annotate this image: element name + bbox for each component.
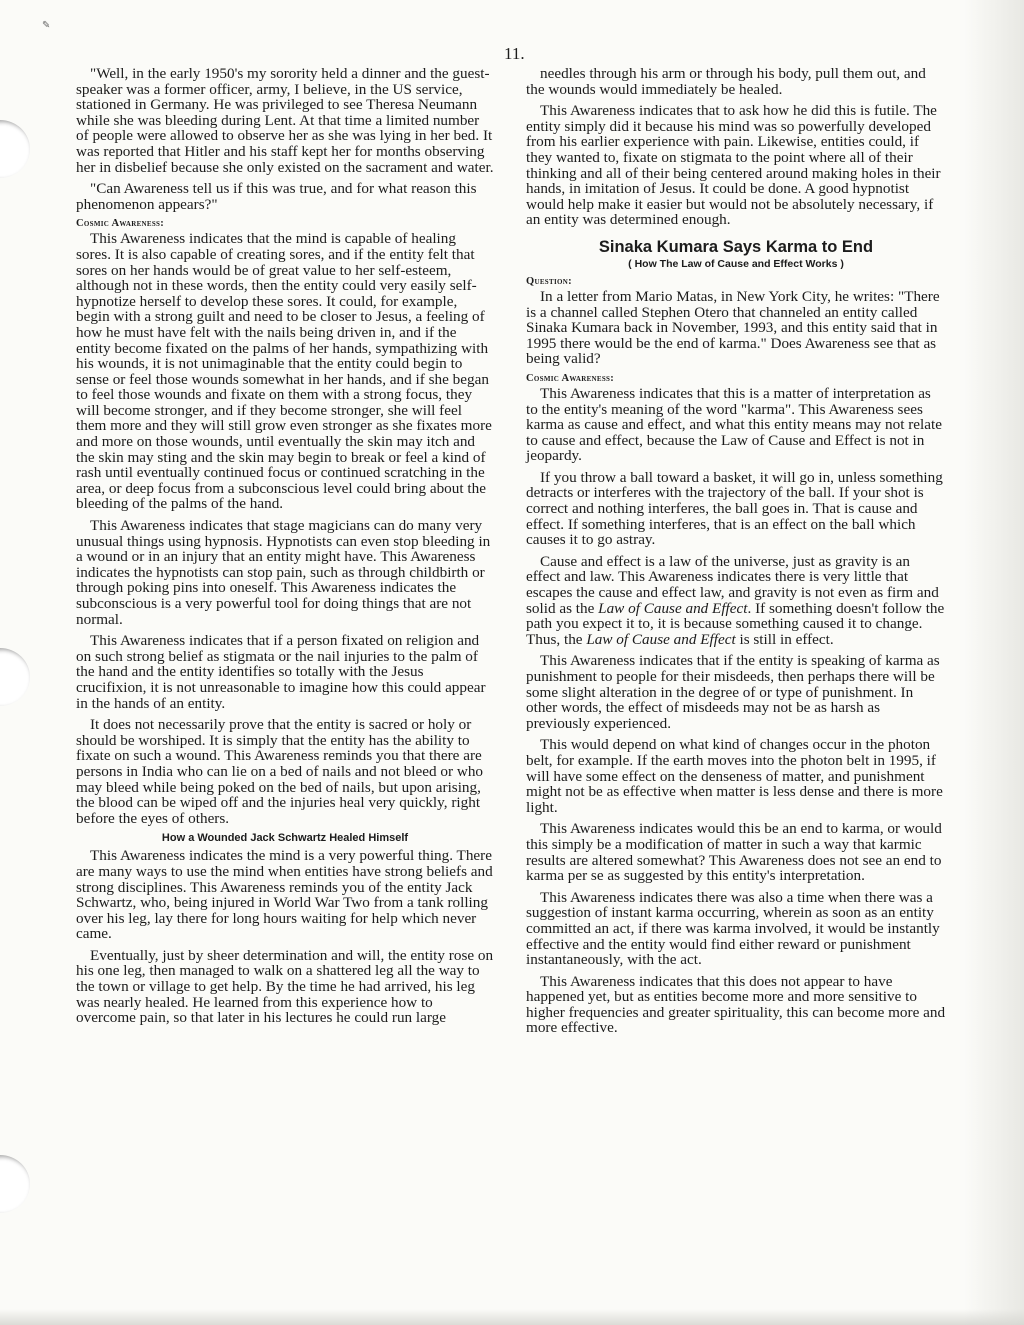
text-segment: Cause and effect is a law of the universe, just as gravity is an effect and law. This Awareness indicates there is very little that escapes the cause and effect law, and gravity is not even as firm and solid as the [526,552,939,617]
page-edge-shadow [964,0,1024,1325]
paragraph: In a letter from Mario Matas, in New York City, he writes: "There is a channel called Stephen Otero that channeled an entity called Sinaka Kumara back in November, 1993, and this entity said that in 1995 there would be the end of karma." Does Awareness see that as being valid? [526,287,940,368]
article-title: Sinaka Kumara Says Karma to End [598,237,874,256]
question-label: Question: [526,275,572,287]
italic-term: Law of Cause and Effect [598,599,748,617]
paragraph: It does not necessarily prove that the entity is sacred or holy or should be worshiped. It is simply that the entity has the ability to fixate on such a wound. This Awareness reminds you that there are persons in India who can lie on a bed of nails and not bleed or who may bleed while being poked on the bed of nails, but upon arising, the blood can be wiped off and the injuries heal very quickly, right before the eyes of others. [76,716,484,827]
text-segment: . If something doesn't follow the path you expect it to, it is because something caused it to change. Thus, the [526,599,945,648]
article-subtitle: ( How The Law of Cause and Effect Works ) [628,257,844,270]
paragraph: This Awareness indicates would this be an end to karma, or would this simply be a modification of matter in such a way that karmic results are altered somewhat? This Awareness does not see an end to karma per se as suggested by this entity's interpretation. [526,820,942,885]
paragraph: This Awareness indicates the mind is a very powerful thing. There are many ways to use the mind when entities have strong beliefs and strong disciplines. This Awareness reminds you of the entity Jack Schwartz, who, being injured in World War Two from a tank rolling over his leg, lay there for long hours waiting for help which never came. [76,847,493,943]
italic-term: Law of Cause and Effect [586,630,736,648]
scan-mark: ✎ [42,20,51,31]
punch-hole [0,648,30,706]
paragraph: needles through his arm or through his body, pull them out, and the wounds would immediately be healed. [526,65,926,98]
paragraph: This Awareness indicates that if a person fixated on religion and on such strong belief as stigmata or the nail injuries to the palm of the hand and the entity identifies so totally with the Jesus crucifixion, it is not unreasonable to imagine how this could appear in the hands of an entity. [76,632,486,712]
paragraph [526,554,946,648]
page-number: 11. [504,44,525,63]
paragraph: If you throw a ball toward a basket, it will go in, unless something detracts or interferes with the trajectory of the ball. If your shot is correct and nothing interferes, the ball goes in. That is cause and effect. If something interferes, that is an effect on the ball which causes it to go astray. [526,468,943,549]
page-bottom-shadow [0,1309,1024,1325]
paragraph: This Awareness indicates that the mind is capable of healing sores. It is also capable of creating sores, and if the entity felt that sores on her hands would be of great value to her self-esteem, although not in these words, then the entity could very easily self-hypnotize herself to develop these sores. It could, for example, begin with a strong guilt and need to be closer to Jesus, a feeling of how he must have felt with the nails being driven in, and if the entity become fixated on the palms of her hands, sympathizing with his wounds, it is not unimaginable that the entity could begin to sense or feel those wounds somewhat in her hands, and if she began to feel those wounds and fixate on them with a strong focus, they will become stronger, and if they become stronger, she will feel them more and they will still grow even stronger as she fixates more and more on those wounds, until eventually the skin may itch and the skin may sting and the skin may begin to break or feel a kind of rash until eventually continued focus or continued scratching in the area, or deep focus from a subconscious level could bring about the bleeding of the palms of the hand. [76,230,492,513]
paragraph: This Awareness indicates that this is a matter of interpretation as to the entity's meaning of the word "karma". This Awareness sees karma as cause and effect, and what this entity means may not relate to cause and effect, because the Law of Cause and Effect is not in jeopardy. [526,384,942,465]
punch-hole [0,120,30,178]
paragraph: This Awareness indicates there was also a time when there was a suggestion of instant karma occurring, wherein as soon as an entity committed an act, if there was karma involved, it would be instantly effective and the entity would find either reward or punishment instantaneously, with the act. [526,888,940,969]
paragraph: This Awareness indicates that this does not appear to have happened yet, but as entities become more and more sensitive to higher frequencies and greater spirituality, this can become more and more effective. [526,972,946,1037]
section-subheading: How a Wounded Jack Schwartz Healed Himself [161,832,409,845]
text-segment: is still in effect. [735,630,834,648]
paragraph: This would depend on what kind of changes occur in the photon belt, for example. If the earth moves into the photon belt in 1995, if will have some effect on the denseness of matter, and punishment might not be as effective when matter is less dense and there is more light. [526,736,943,816]
paragraph: "Can Awareness tell us if this was true, and for what reason this phenomenon appears?" [76,180,477,213]
right-column [526,66,946,1042]
punch-hole [0,1155,30,1213]
paragraph: This Awareness indicates that stage magicians can do many very unusual things using hypnosis. Hypnotists can even stop bleeding in a wound or in an injury that an entity might have. This Awareness indicates the hypnotists can stop pain, such as through childbirth or through poking pins into oneself. This Awareness indicates the subconscious is a very powerful tool for doing things that are not normal. [76,517,491,628]
speaker-label: Cosmic Awareness: [76,218,165,230]
paragraph: Eventually, just by sheer determination and will, the entity rose on his one leg, then managed to walk on a shattered leg all the way to the town or village to get help. By the time he had arrived, his leg was nearly healed. He learned from this experience how to overcome pain, so that later in his lectures he could run large [76,946,494,1027]
paragraph: "Well, in the early 1950's my sorority held a dinner and the guest-speaker was a former officer, army, I believe, in the US service, stationed in Germany. He was privileged to see Theresa Neumann while she was bleeding during Lent. At that time a limited number of people were allowed to observe her as she was lying in her bed. It was reported that Hitler and his staff kept her for months observing her in disbelief because she only existed on the sacrament and water. [76,65,494,176]
paragraph: This Awareness indicates that if the entity is speaking of karma as punishment to people for their misdeeds, then perhaps there will be some slight alteration in the degree of or type of punishment. In other words, the effect of misdeeds may not be as harsh as previously experienced. [526,652,940,732]
left-column [76,66,494,1032]
speaker-label: Cosmic Awareness: [526,372,615,384]
paragraph: This Awareness indicates that to ask how he did this is futile. The entity simply did it because his mind was so powerfully developed from his earlier experience with pain. Likewise, entities could, if they wanted to, fixate on stigmata to the point where all of their thinking and all of their being centered around making holes in their hands, in imitation of Jesus. It could be done. A good hypnotist would help make it easier but would not be absolutely necessary, if an entity was determined enough. [526,102,941,229]
